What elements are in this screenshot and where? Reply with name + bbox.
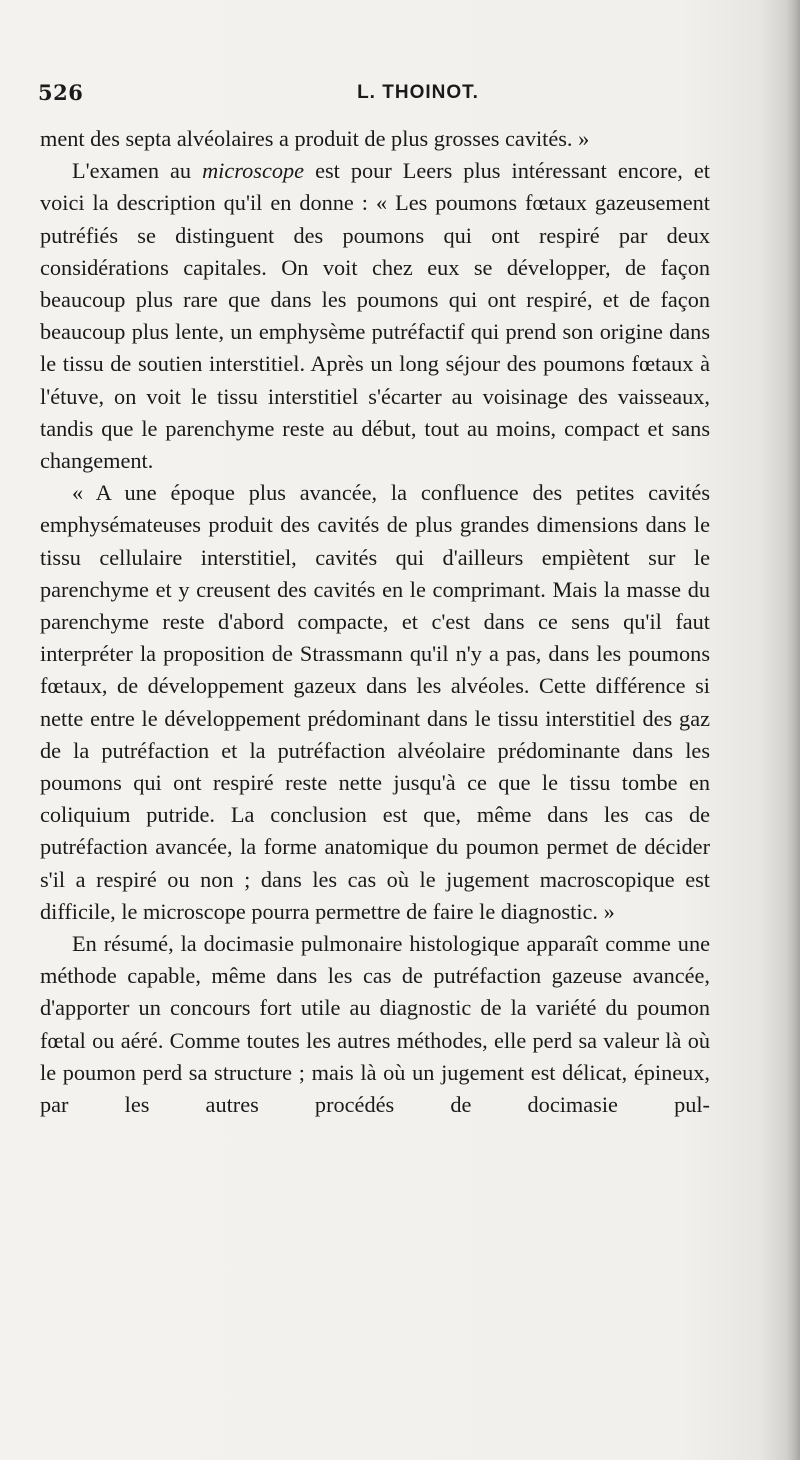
paragraph-3: « A une époque plus avancée, la confluence des petites cavités emphysémateuses produit des cavités de plus grandes dimensions dans le tissu cellulaire interstitiel, cavités qui d'ailleurs empiètent sur le parenchyme et y creusent des cavités en le comprimant. Mais la masse du parenchyme reste d'abord compacte, et c'est dans ce sens qu'il faut interpréter la proposition de Strassmann qu'il n'y a pas, dans les poumons fœtaux, de développement gazeux dans les alvéoles. Cette différence si nette entre le développement prédominant dans le tissu interstitiel des gaz de la putréfaction et la putréfaction alvéolaire prédominante dans les poumons qui ont respiré reste nette jusqu'à ce que le tissu tombe en coliquium putride. La conclusion est que, même dans les cas de putréfaction avancée, la forme anatomique du poumon permet de décider s'il a respiré ou non ; dans les cas où le jugement macroscopique est difficile, le microscope pourra permettre de faire le diagnostic. » xyxy=(40,480,710,924)
page-header xyxy=(38,80,758,114)
paragraph-2-part-3: est pour Leers plus intéressant encore, et voici la description qu'il en donne : « Les poumons fœtaux gazeusement putréfiés se distinguent des poumons qui ont respiré par deux considérations capitales. On voit chez eux se développer, de façon beaucoup plus rare que dans les poumons qui ont respiré, et de façon beaucoup plus lente, un emphysème putréfactif qui prend son origine dans le tissu de soutien interstitiel. Après un long séjour des poumons fœtaux à l'étuve, on voit le tissu interstitiel s'écarter au voisinage des vaisseaux, tandis que le parenchyme reste au début, tout au moins, compact et sans changement. xyxy=(40,158,710,474)
running-head: L. THOINOT. xyxy=(357,82,479,103)
paragraph-2-italic-term: microscope xyxy=(202,158,305,184)
page-number: 526 xyxy=(38,80,84,105)
paragraph-1: ment des septa alvéolaires a produit de plus grosses cavités. » xyxy=(40,126,590,151)
page-binding-shadow xyxy=(786,0,800,1460)
body-text xyxy=(40,123,710,1121)
paragraph-2-part-1: L'examen au xyxy=(72,158,203,184)
paragraph-4: En résumé, la docimasie pulmonaire histologique apparaît comme une méthode capable, même dans les cas de putréfaction gazeuse avancée, d'apporter un concours fort utile au diagnostic de la variété du poumon fœtal ou aéré. Comme toutes les autres méthodes, elle perd sa valeur là où le poumon perd sa structure ; mais là où un jugement est délicat, épineux, par les autres procédés de docimasie pul- xyxy=(40,931,710,1118)
paragraph-2 xyxy=(40,155,710,477)
